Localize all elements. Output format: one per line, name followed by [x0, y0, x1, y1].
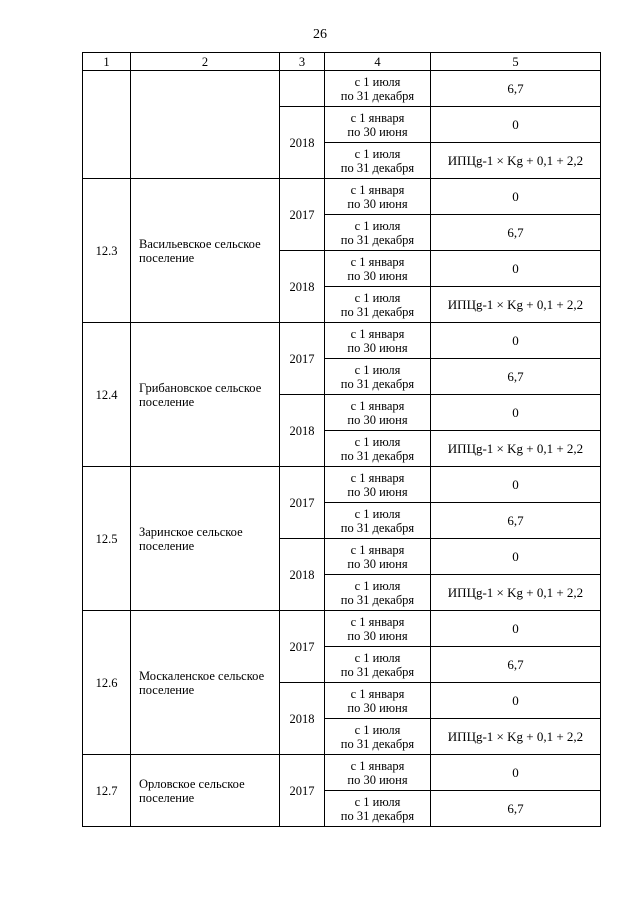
entity-name: Москаленское сельское поселение — [131, 611, 280, 755]
value-cell: 6,7 — [431, 791, 601, 827]
entity-number — [83, 71, 131, 179]
entity-name: Васильевское сельское поселение — [131, 179, 280, 323]
value-cell: 0 — [431, 323, 601, 359]
period-cell: с 1 июля по 31 декабря — [325, 143, 431, 179]
period-cell: с 1 июля по 31 декабря — [325, 791, 431, 827]
period-cell: с 1 июля по 31 декабря — [325, 215, 431, 251]
value-cell: 6,7 — [431, 647, 601, 683]
entity-number: 12.5 — [83, 467, 131, 611]
year-cell: 2017 — [280, 323, 325, 395]
period-cell: с 1 января по 30 июня — [325, 539, 431, 575]
year-cell: 2018 — [280, 107, 325, 179]
table-row — [83, 71, 601, 107]
period-cell: с 1 июля по 31 декабря — [325, 503, 431, 539]
value-cell: 0 — [431, 539, 601, 575]
value-cell: 0 — [431, 179, 601, 215]
value-cell: 0 — [431, 251, 601, 287]
value-cell: ИПЦg-1 × Kg + 0,1 + 2,2 — [431, 719, 601, 755]
entity-number: 12.3 — [83, 179, 131, 323]
value-cell: ИПЦg-1 × Kg + 0,1 + 2,2 — [431, 143, 601, 179]
value-cell: 0 — [431, 395, 601, 431]
period-cell: с 1 июля по 31 декабря — [325, 287, 431, 323]
table-row — [83, 323, 601, 359]
period-cell: с 1 января по 30 июня — [325, 683, 431, 719]
period-cell: с 1 января по 30 июня — [325, 251, 431, 287]
entity-name: Орловское сельское поселение — [131, 755, 280, 827]
year-cell: 2018 — [280, 395, 325, 467]
period-cell: с 1 июля по 31 декабря — [325, 575, 431, 611]
entity-name — [131, 71, 280, 179]
period-cell: с 1 июля по 31 декабря — [325, 647, 431, 683]
header-cell: 1 — [83, 53, 131, 71]
value-cell: 0 — [431, 755, 601, 791]
value-cell: 6,7 — [431, 359, 601, 395]
period-cell: с 1 июля по 31 декабря — [325, 359, 431, 395]
value-cell: 0 — [431, 107, 601, 143]
year-cell: 2018 — [280, 539, 325, 611]
value-cell: 0 — [431, 467, 601, 503]
period-cell: с 1 июля по 31 декабря — [325, 71, 431, 107]
entity-number: 12.7 — [83, 755, 131, 827]
period-cell: с 1 июля по 31 декабря — [325, 719, 431, 755]
year-cell: 2017 — [280, 179, 325, 251]
year-cell: 2017 — [280, 467, 325, 539]
header-row — [83, 53, 601, 71]
entity-number: 12.6 — [83, 611, 131, 755]
period-cell: с 1 января по 30 июня — [325, 611, 431, 647]
period-cell: с 1 июля по 31 декабря — [325, 431, 431, 467]
tariff-table — [82, 52, 601, 827]
year-cell: 2017 — [280, 755, 325, 827]
value-cell: 0 — [431, 683, 601, 719]
period-cell: с 1 января по 30 июня — [325, 755, 431, 791]
header-cell: 3 — [280, 53, 325, 71]
year-cell — [280, 71, 325, 107]
header-cell: 5 — [431, 53, 601, 71]
period-cell: с 1 января по 30 июня — [325, 323, 431, 359]
year-cell: 2018 — [280, 683, 325, 755]
value-cell: ИПЦg-1 × Kg + 0,1 + 2,2 — [431, 575, 601, 611]
entity-name: Заринское сельское поселение — [131, 467, 280, 611]
entity-name: Грибановское сельское поселение — [131, 323, 280, 467]
value-cell: 6,7 — [431, 71, 601, 107]
table-row — [83, 467, 601, 503]
value-cell: 6,7 — [431, 215, 601, 251]
header-cell: 2 — [131, 53, 280, 71]
period-cell: с 1 января по 30 июня — [325, 395, 431, 431]
value-cell: ИПЦg-1 × Kg + 0,1 + 2,2 — [431, 287, 601, 323]
value-cell: 0 — [431, 611, 601, 647]
table-row — [83, 179, 601, 215]
period-cell: с 1 января по 30 июня — [325, 467, 431, 503]
year-cell: 2017 — [280, 611, 325, 683]
value-cell: ИПЦg-1 × Kg + 0,1 + 2,2 — [431, 431, 601, 467]
table-row — [83, 755, 601, 791]
period-cell: с 1 января по 30 июня — [325, 107, 431, 143]
period-cell: с 1 января по 30 июня — [325, 179, 431, 215]
entity-number: 12.4 — [83, 323, 131, 467]
page-number: 26 — [313, 27, 327, 42]
header-cell: 4 — [325, 53, 431, 71]
value-cell: 6,7 — [431, 503, 601, 539]
table-row — [83, 611, 601, 647]
year-cell: 2018 — [280, 251, 325, 323]
